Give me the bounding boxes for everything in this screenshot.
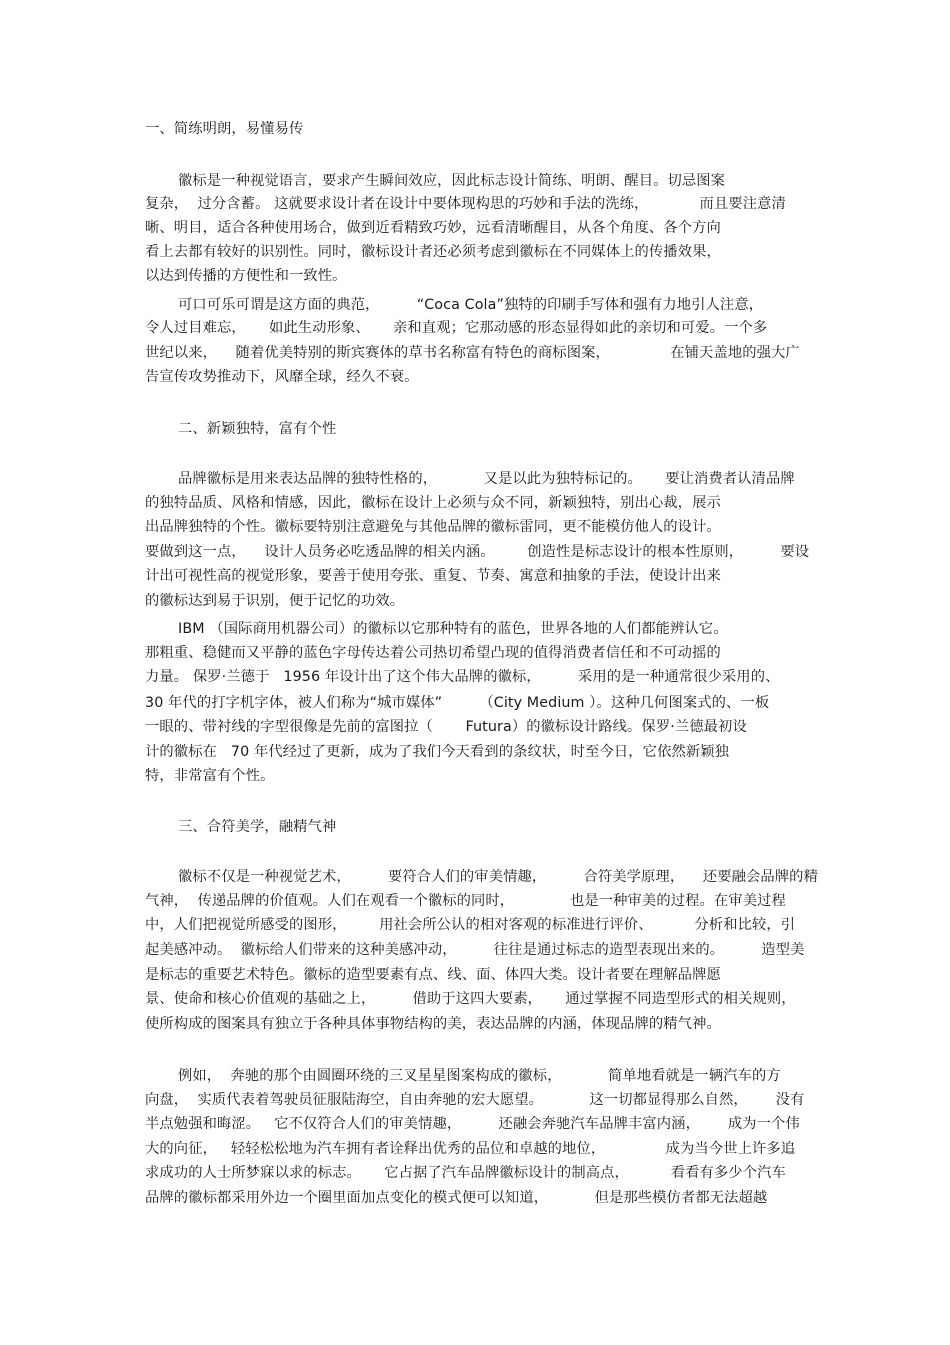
section-heading-2: 二、新颖独特，富有个性 bbox=[178, 421, 337, 437]
text-line: 特，非常富有个性。 bbox=[145, 768, 275, 784]
text-line: 可口可乐可谓是这方面的典范， “Coca Cola”独特的印刷手写体和强有力地引人注意， bbox=[178, 297, 764, 313]
text-line: 出品牌独特的个性。徽标要特别注意避免与其他品牌的徽标雷同，更不能模仿他人的设计。 bbox=[145, 519, 721, 535]
text-line: 景、使命和核心价值观的基础之上， 借助于这四大要素， 通过掌握不同造型形式的相关规则， bbox=[145, 991, 796, 1007]
text-line: 30 年代的打字机字体，被人们称为“城市媒体” （City Medium ）。这种几何图案式的、一板 bbox=[145, 695, 770, 711]
text-line: 的徽标达到易于识别，便于记忆的功效。 bbox=[145, 593, 405, 609]
text-line: 告宣传攻势推动下，风靡全球，经久不衰。 bbox=[145, 369, 419, 385]
text-line: 以达到传播的方便性和一致性。 bbox=[145, 268, 347, 284]
text-line: 求成功的人士所梦寐以求的标志。 它占据了汽车品牌徽标设计的制高点， 看看有多少个汽车 bbox=[145, 1165, 786, 1181]
text-line: 那粗重、稳健而又平静的蓝色字母传达着公司热切希望凸现的值得消费者信任和不可动摇的 bbox=[145, 645, 721, 661]
section-heading-3: 三、合符美学，融精气神 bbox=[178, 819, 337, 835]
section-heading-1: 一、简练明朗，易懂易传 bbox=[145, 121, 304, 137]
text-line: 力量。 保罗·兰德于 1956 年设计出了这个伟大品牌的徽标， 采用的是一种通常很少采用的、 bbox=[145, 669, 780, 685]
text-line: 一眼的、带衬线的字型很像是先前的富图拉（ Futura）的徽标设计路线。保罗·兰德最初设 bbox=[145, 719, 747, 735]
text-line: 使所构成的图案具有独立于各种具体事物结构的美，表达品牌的内涵，体现品牌的精气神。 bbox=[145, 1016, 721, 1032]
text-line: 品牌的徽标都采用外边一个圈里面加点变化的模式便可以知道， 但是那些模仿者都无法超越 bbox=[145, 1190, 768, 1206]
text-line: 徽标不仅是一种视觉艺术， 要符合人们的审美情趣， 合符美学原理， 还要融会品牌的精 bbox=[178, 869, 818, 885]
text-line: 看上去都有较好的识别性。同时，徽标设计者还必须考虑到徽标在不同媒体上的传播效果， bbox=[145, 244, 721, 260]
text-line: 计的徽标在 70 年代经过了更新，成为了我们今天看到的条纹状，时至今日，它依然新颖独 bbox=[145, 744, 730, 760]
text-line: 要做到这一点， 设计人员务必吃透品牌的相关内涵。 创造性是标志设计的根本性原则， 要设 bbox=[145, 544, 810, 560]
text-line: 中，人们把视觉所感受的图形， 用社会所公认的相对客观的标准进行评价、 分析和比较，引 bbox=[145, 917, 796, 933]
text-line: IBM （国际商用机器公司）的徽标以它那种特有的蓝色，世界各地的人们都能辨认它。 bbox=[178, 621, 728, 637]
text-line: 例如， 奔驰的那个由圆圈环绕的三叉星星图案构成的徽标， 简单地看就是一辆汽车的方 bbox=[178, 1068, 781, 1084]
text-line: 令人过目难忘， 如此生动形象、 亲和直观；它那动感的形态显得如此的亲切和可爱。一个多 bbox=[145, 320, 768, 336]
text-line: 大的向征， 轻轻松松地为汽车拥有者诠释出优秀的品位和卓越的地位， 成为当今世上许多追 bbox=[145, 1141, 796, 1157]
text-line: 世纪以来， 随着优美特别的斯宾赛体的草书名称富有特色的商标图案， 在铺天盖地的强大广 bbox=[145, 345, 800, 361]
text-line: 晰、明目，适合各种使用场合，做到近看精致巧妙，远看清晰醒目，从各个角度、各个方向 bbox=[145, 220, 721, 236]
text-line: 半点勉强和晦涩。 它不仅符合人们的审美情趣， 还融会奔驰汽车品牌丰富内涵， 成为一个伟 bbox=[145, 1116, 800, 1132]
text-line: 的独特品质、风格和情感，因此，徽标在设计上必须与众不同，新颖独特，别出心裁，展示 bbox=[145, 495, 721, 511]
text-line: 品牌徽标是用来表达品牌的独特性格的， 又是以此为独特标记的。 要让消费者认清品牌 bbox=[178, 471, 795, 487]
text-line: 起美感冲动。 徽标给人们带来的这种美感冲动， 往往是通过标志的造型表现出来的。 造型美 bbox=[145, 942, 805, 958]
text-line: 向盘， 实质代表着驾驶员征服陆海空，自由奔驰的宏大愿望。 这一切都显得那么自然， 没有 bbox=[145, 1092, 805, 1108]
text-line: 气神， 传递品牌的价值观。人们在观看一个徽标的同时， 也是一种审美的过程。在审美过程 bbox=[145, 893, 786, 909]
text-line: 复杂， 过分含蓄。 这就要求设计者在设计中要体现构思的巧妙和手法的洗练， 而且要注意清 bbox=[145, 196, 786, 212]
text-line: 计出可视性高的视觉形象，要善于使用夸张、重复、节奏、寓意和抽象的手法，使设计出来 bbox=[145, 568, 721, 584]
text-line: 徽标是一种视觉语言，要求产生瞬间效应，因此标志设计简练、明朗、醒目。切忌图案 bbox=[178, 173, 726, 189]
text-line: 是标志的重要艺术特色。徽标的造型要素有点、线、面、体四大类。设计者要在理解品牌愿 bbox=[145, 967, 721, 983]
